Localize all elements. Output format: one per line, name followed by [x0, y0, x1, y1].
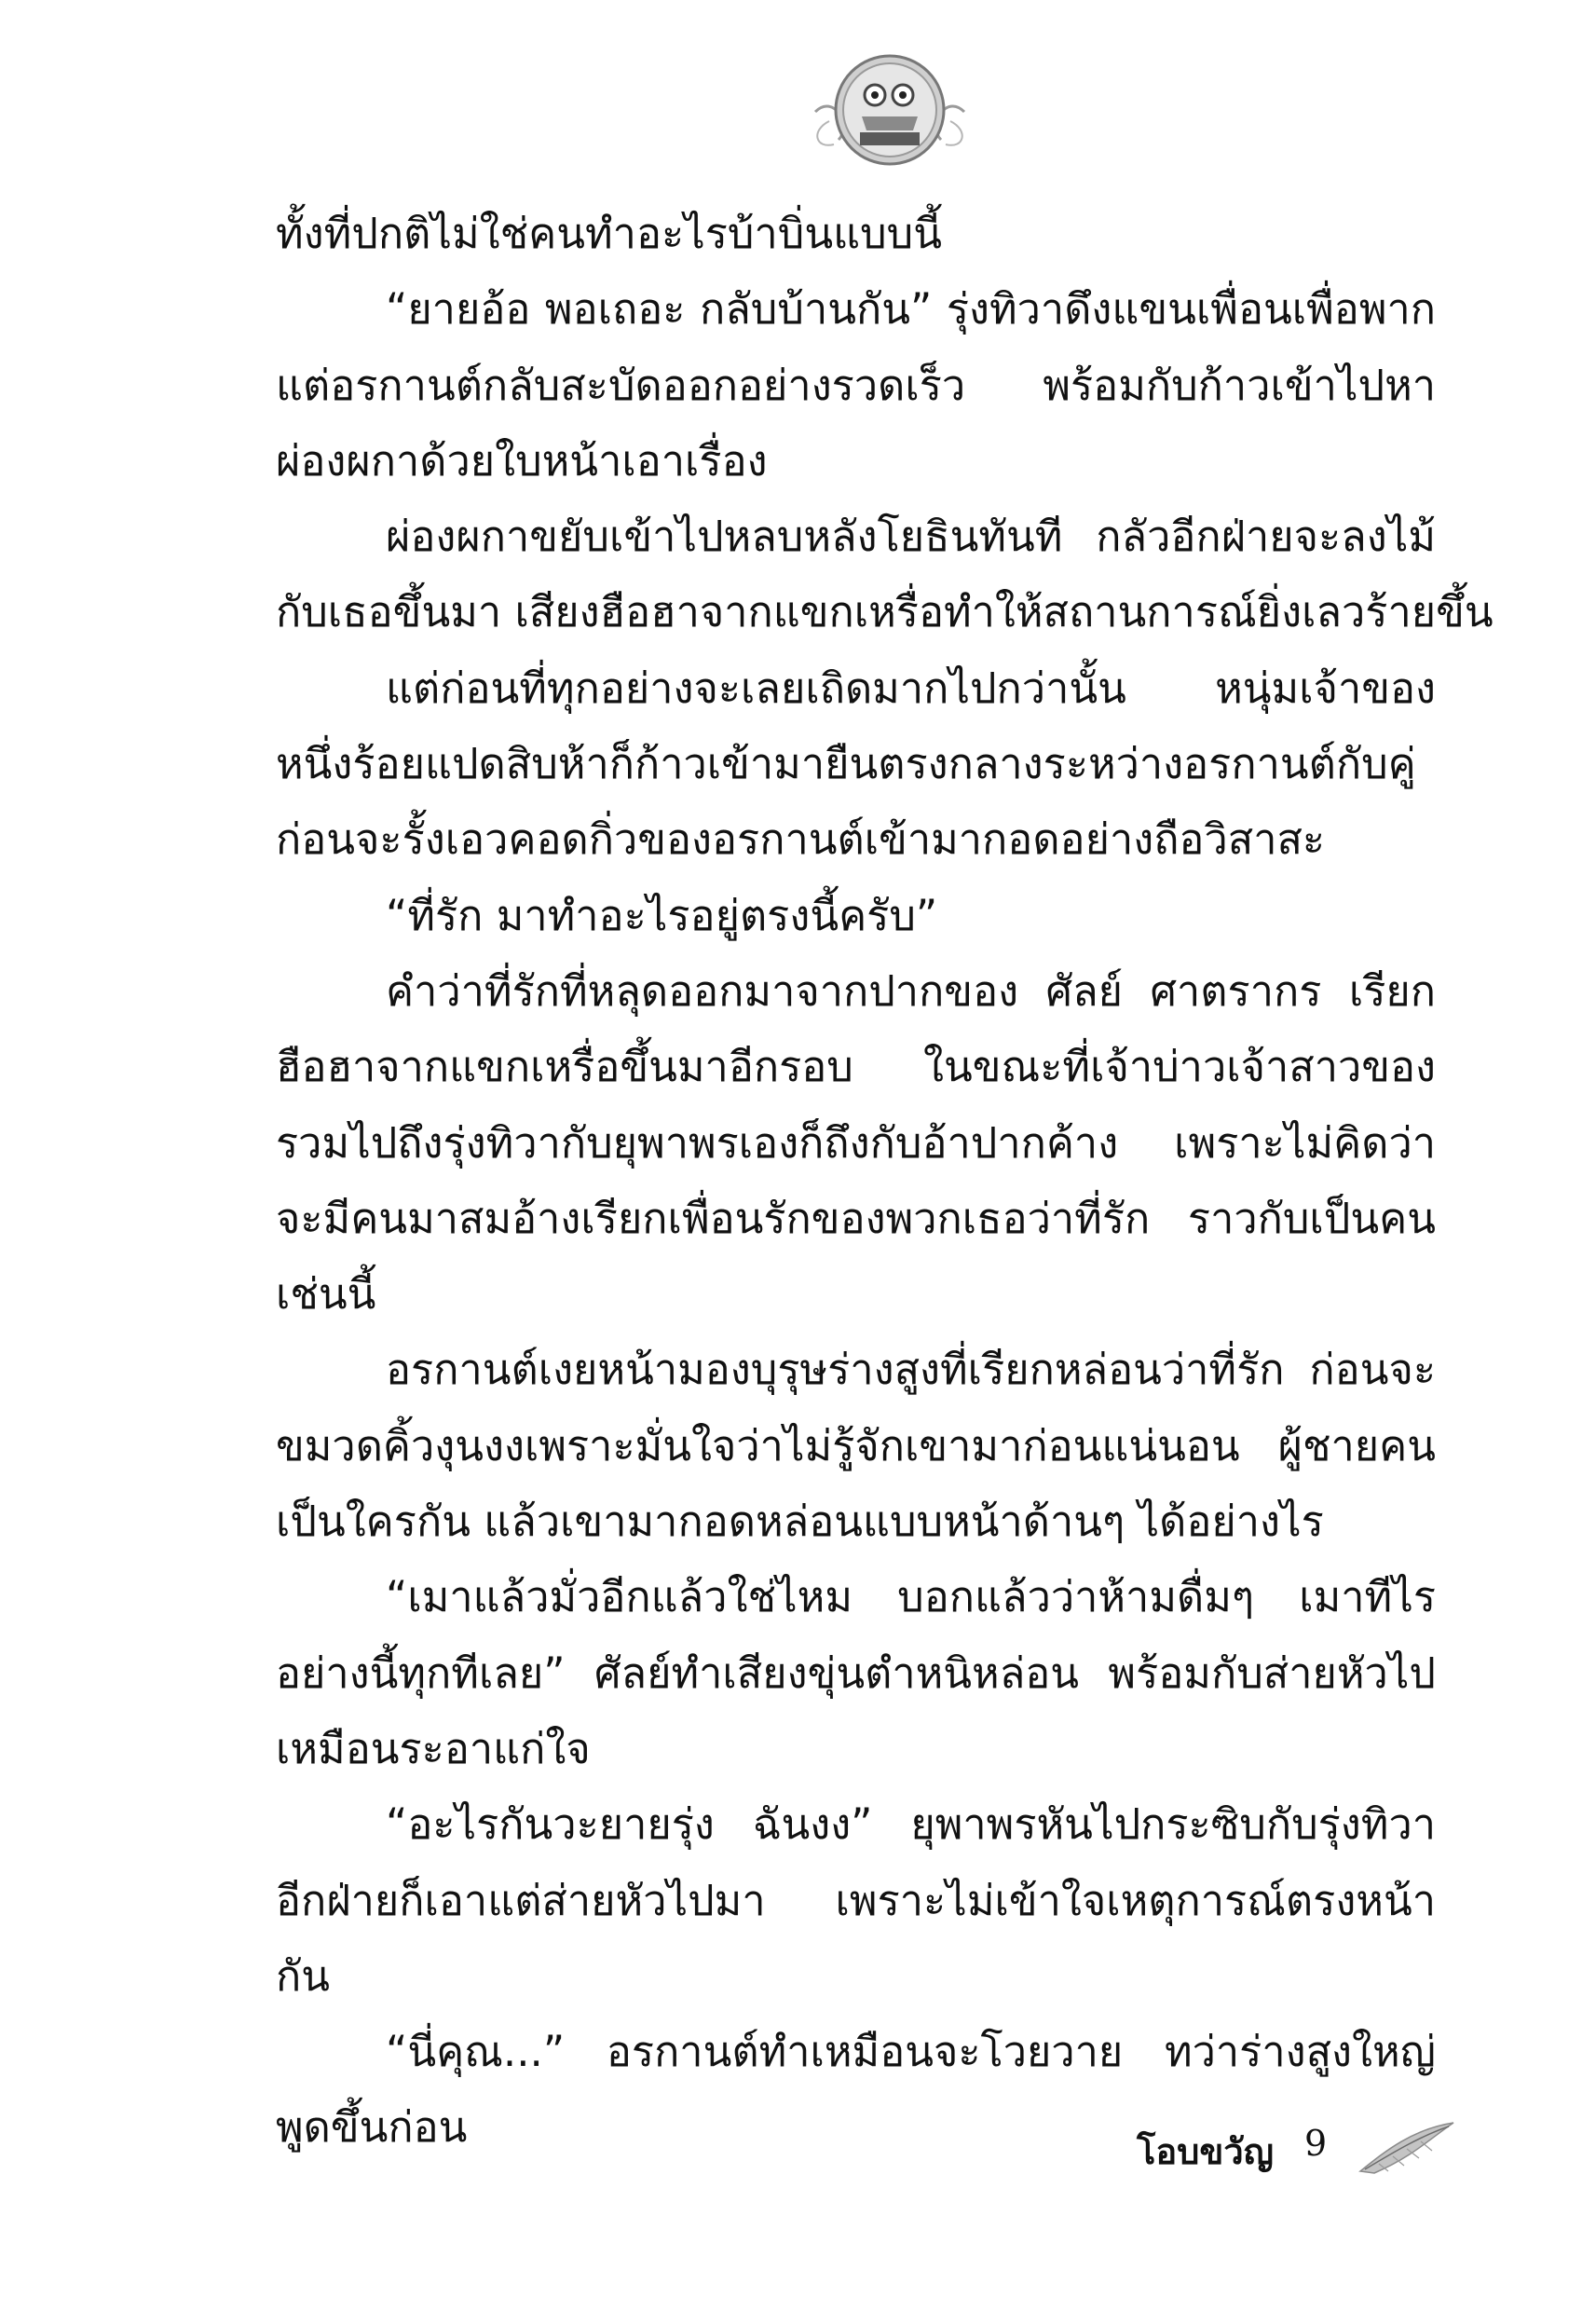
page-number: 9	[1304, 2123, 1328, 2164]
text-line: อย่างนี้ทุกทีเลย” ศัลย์ทำเสียงขุ่นตำหนิหล่อน พร้อมกับส่ายหัวไป	[276, 1648, 1436, 1698]
text-line: ขมวดคิ้วงุนงงเพราะมั่นใจว่าไม่รู้จักเขามาก่อนแน่นอน ผู้ชายคน	[276, 1420, 1436, 1470]
text-line: ทั้งที่ปกติไม่ใช่คนทำอะไรบ้าบิ่นแบบนี้	[276, 209, 942, 258]
publisher-logo-icon	[797, 37, 983, 177]
text-line: อีกฝ่ายก็เอาแต่ส่ายหัวไปมา เพราะไม่เข้าใจเหตุการณ์ตรงหน้า	[276, 1875, 1436, 1925]
text-line: เป็นใครกัน แล้วเขามากอดหล่อนแบบหน้าด้านๆ ได้อย่างไร	[276, 1497, 1324, 1547]
text-line: “นี่คุณ...” อรกานต์ทำเหมือนจะโวยวาย ทว่าร่างสูงใหญ่	[386, 2027, 1436, 2077]
text-line: เช่นนี้	[276, 1269, 376, 1320]
text-line: “ที่รัก มาทำอะไรอยู่ตรงนี้ครับ”	[386, 890, 938, 940]
text-line: จะมีคนมาสมอ้างเรียกเพื่อนรักของพวกเธอว่าที่รัก ราวกับเป็นคน	[276, 1193, 1436, 1243]
text-line: ผ่องผกาด้วยใบหน้าเอาเรื่อง	[276, 435, 768, 485]
text-line: เหมือนระอาแก่ใจ	[276, 1723, 591, 1773]
text-line: แต่ก่อนที่ทุกอย่างจะเลยเถิดมากไปกว่านั้น หนุ่มเจ้าของ	[386, 663, 1436, 713]
body-text	[276, 196, 1494, 2166]
text-line: ฮือฮาจากแขกเหรื่อขึ้นมาอีกรอบ ในขณะที่เจ้าบ่าวเจ้าสาวของ	[276, 1042, 1436, 1092]
text-line: กับเธอขึ้นมา เสียงฮือฮาจากแขกเหรื่อทำให้สถานการณ์ยิ่งเลวร้ายขึ้น	[276, 587, 1494, 637]
text-line: “เมาแล้วมั่วอีกแล้วใช่ไหม บอกแล้วว่าห้ามดื่มๆ เมาทีไร	[386, 1572, 1436, 1622]
text-line: ผ่องผกาขยับเข้าไปหลบหลังโยธินทันที กลัวอีกฝ่ายจะลงไม้	[386, 512, 1436, 562]
text-line: “ยายอ้อ พอเถอะ กลับบ้านกัน” รุ่งทิวาดึงแขนเพื่อนเพื่อพาก	[386, 284, 1436, 335]
text-line: “อะไรกันวะยายรุ่ง ฉันงง” ยุพาพรหันไปกระซิบกับรุ่งทิวา	[386, 1799, 1436, 1850]
text-line: พูดขึ้นก่อน	[276, 2102, 468, 2153]
text-line: กัน	[276, 1950, 331, 2001]
text-line: อรกานต์เงยหน้ามองบุรุษร่างสูงที่เรียกหล่อนว่าที่รัก ก่อนจะ	[386, 1345, 1436, 1395]
text-line: คำว่าที่รักที่หลุดออกมาจากปากของ ศัลย์ ศาตรากร เรียก	[386, 965, 1436, 1016]
text-line: แต่อรกานต์กลับสะบัดออกอย่างรวดเร็ว พร้อมกับก้าวเข้าไปหา	[276, 360, 1436, 410]
book-title: โอบขวัญ	[1137, 2131, 1275, 2172]
text-line: รวมไปถึงรุ่งทิวากับยุพาพรเองก็ถึงกับอ้าปากค้าง เพราะไม่คิดว่า	[276, 1117, 1436, 1168]
feather-icon	[1356, 2115, 1458, 2181]
page-footer	[1137, 2115, 1444, 2190]
text-line: ก่อนจะรั้งเอวคอดกิ่วของอรกานต์เข้ามากอดอย่างถือวิสาสะ	[276, 814, 1326, 865]
text-line: หนึ่งร้อยแปดสิบห้าก็ก้าวเข้ามายืนตรงกลางระหว่างอรกานต์กับคู่	[276, 739, 1416, 789]
